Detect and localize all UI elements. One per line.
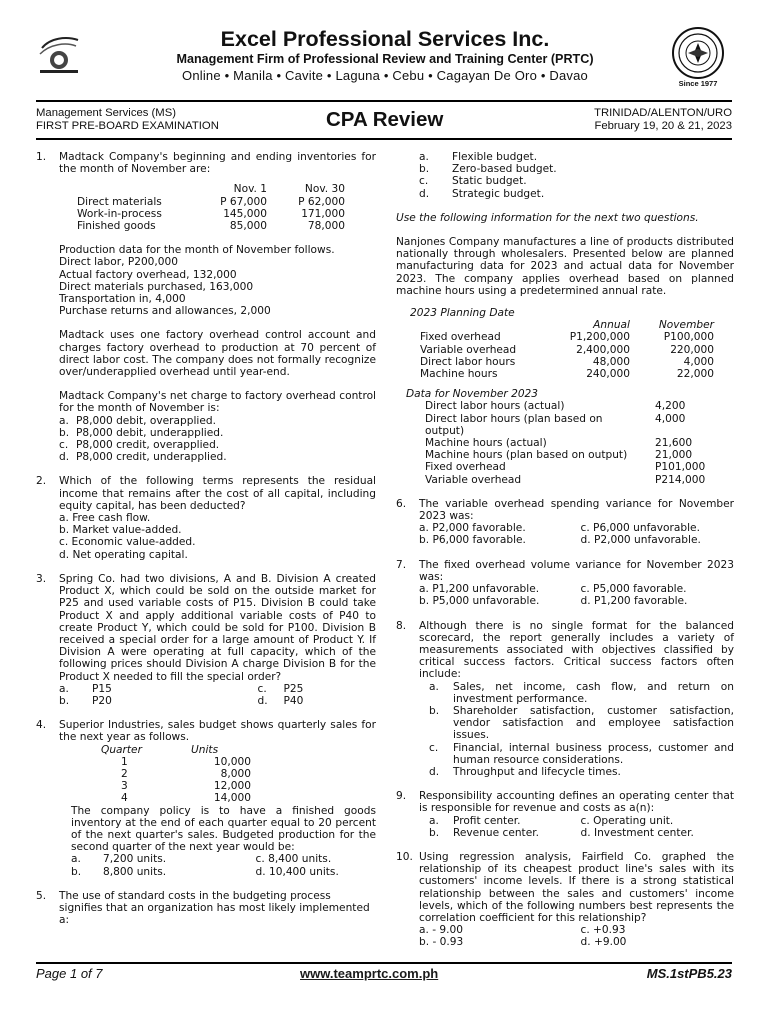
table-cell: 21,600 [655, 437, 693, 450]
answer-option: a. P2,000 favorable. [419, 522, 526, 535]
answer-option: a. Profit center. [429, 814, 521, 827]
table-cell: Machine hours (plan based on output) [425, 449, 628, 462]
answer-option: c. Operating unit. [580, 814, 674, 827]
table-cell: 22,000 [676, 368, 714, 381]
table-cell: 3 [121, 780, 128, 793]
table-cell: Machine hours [420, 368, 498, 381]
company-locations: Online • Manila • Cavite • Laguna • Cebu • Cagayan De Oro • Davao [182, 68, 588, 83]
header-rule-bottom [36, 138, 732, 140]
table-cell: 78,000 [307, 220, 345, 233]
data-line: Production data for the month of November follows. [59, 244, 335, 257]
table-cell: 240,000 [586, 368, 630, 381]
exam-date: February 19, 20 & 21, 2023 [594, 119, 732, 132]
table-row [420, 356, 714, 368]
question-text: The fixed overhead volume variance for November 2023 was: [419, 558, 734, 583]
table-cell: 4,000 [655, 412, 686, 425]
question-4 [36, 719, 376, 878]
question-text: Although there is no single format for the balanced scorecard, the report generally includes a variety of measurements associated with objectives classified by critical success factors. Critical success factors often include: [419, 619, 734, 681]
inventory-table [77, 183, 345, 232]
answer-option: d. P1,200 favorable. [580, 595, 688, 608]
page-header [0, 0, 768, 100]
table-row [77, 196, 345, 208]
planning-table-title: 2023 Planning Date [410, 307, 515, 320]
answer-option: a. - 9.00 [419, 924, 464, 937]
table-cell: 85,000 [229, 220, 267, 233]
question-paragraph: Madtack Company's net charge to factory overhead control for the month of November is: [59, 390, 376, 415]
answer-option: d. +9.00 [580, 936, 627, 949]
answer-option: d. Throughput and lifecycle times. [429, 765, 621, 778]
answer-options [419, 827, 734, 839]
question-text: Spring Co. had two divisions, A and B. Division A created Product X, which could be sold on the outside market for P25 and used variable costs of P15. Division B could take Product X and apply additional variable costs of P40 to create Product Y, which could be sold for P100. Division B received a special order for a large amount of Product Y. If Division A were operating at full capacity, which of the following prices should Division A charge Division B for the Product X needed to fill the special order? [59, 572, 376, 683]
table-header-cell: Nov. 1 [233, 183, 267, 196]
table-header-cell: November [658, 319, 714, 332]
question-text: The use of standard costs in the budgeting process signifies that an organization has most likely implemented a: [59, 889, 370, 927]
table-cell: P 62,000 [298, 195, 345, 208]
table-header-cell: Units [191, 743, 219, 756]
answer-option: c. Financial, internal business process, customer and human resource considerations. [429, 741, 734, 766]
answer-option: b. 8,800 units. [71, 865, 167, 878]
table-cell: 12,000 [213, 780, 251, 793]
data-line: Direct labor, P200,000 [59, 256, 179, 269]
answer-options [419, 936, 734, 948]
question-text: Madtack Company's beginning and ending inventories for the month of November are: [59, 151, 376, 176]
answer-option: a. P8,000 debit, overapplied. [59, 414, 216, 427]
question-number: 8. [396, 619, 407, 632]
production-data [59, 244, 376, 317]
answer-option: c. Economic value-added. [59, 536, 196, 549]
answer-options [419, 924, 734, 936]
answer-option: c. P25 [257, 682, 304, 695]
table-row [101, 780, 251, 792]
table-cell: Work-in-process [77, 207, 162, 220]
table-cell: 10,000 [213, 755, 251, 768]
answer-option: d. 10,400 units. [255, 865, 339, 878]
question-text: Using regression analysis, Fairfield Co. graphed the relationship of its cheapest product line's sales with its customers' income levels. If there is a strong statistical relationship between the sales and customers' income levels, which of the following numbers best represents the correlation coefficient for this relationship? [419, 850, 734, 924]
table-cell: P100,000 [663, 331, 714, 344]
answer-options [419, 583, 734, 595]
answer-option: b. Revenue center. [429, 826, 539, 839]
table-cell: Direct labor hours (plan based on output) [425, 412, 603, 437]
header-rule-top [36, 100, 732, 102]
table-cell: 48,000 [592, 355, 630, 368]
table-cell: Direct labor hours (actual) [425, 400, 565, 413]
instruction-text: Use the following information for the next two questions. [396, 211, 699, 224]
data-line: Direct materials purchased, 163,000 [59, 280, 254, 293]
answer-option: a. 7,200 units. [71, 853, 167, 866]
table-cell: Direct materials [77, 195, 162, 208]
question-number: 4. [36, 719, 47, 732]
table-header-row [77, 183, 345, 195]
left-column [36, 151, 376, 926]
table-cell: P 67,000 [220, 195, 267, 208]
answer-option: c. P6,000 unfavorable. [580, 522, 700, 535]
website-link[interactable]: www.teamprtc.com.ph [300, 966, 439, 981]
answer-option: b. P6,000 favorable. [419, 534, 526, 547]
question-number: 9. [396, 790, 407, 803]
question-paragraph: The company policy is to have a finished goods inventory at the end of each quarter equal to 20 percent of the next quarter's sales. Budgeted production for the second quarter of the next year would be: [71, 804, 376, 854]
excel-logo-icon [36, 28, 82, 76]
table-cell: 4 [121, 792, 128, 805]
table-header-cell: Annual [593, 319, 630, 332]
answer-option: d. P2,000 unfavorable. [580, 534, 701, 547]
table-row [420, 368, 714, 380]
table-row [420, 331, 714, 343]
table-cell: 2 [121, 767, 128, 780]
table-row [77, 220, 345, 232]
answer-option: c. P8,000 credit, overapplied. [59, 439, 220, 452]
brand-block [110, 27, 660, 84]
answer-options [59, 866, 376, 878]
since-label: Since 1977 [678, 79, 718, 88]
table-row [101, 768, 251, 780]
table-header-cell: Nov. 30 [304, 183, 345, 196]
answer-option: b. P8,000 debit, underapplied. [59, 426, 224, 439]
subject-label: Management Services (MS) [36, 107, 177, 119]
question-number: 3. [36, 572, 47, 585]
answer-option: d. Investment center. [580, 826, 694, 839]
answer-option: b. Zero-based budget. [419, 163, 557, 176]
question-number: 7. [396, 558, 407, 571]
company-name: Excel Professional Services Inc. [220, 27, 550, 51]
question-9 [396, 790, 734, 839]
table-row [425, 400, 705, 412]
table-cell: P1,200,000 [569, 331, 630, 344]
question-5-options [396, 151, 734, 200]
table-row [425, 449, 705, 461]
exam-info-left [36, 107, 219, 132]
question-7 [396, 559, 734, 608]
table-cell: 21,000 [655, 449, 693, 462]
table-cell: Variable overhead [420, 343, 517, 356]
answer-option: a. P1,200 unfavorable. [419, 583, 540, 596]
question-text: Which of the following terms represents the residual income that remains after the cost of all capital, including equity capital, has been deducted? [59, 475, 376, 512]
answer-option: c. P5,000 favorable. [580, 583, 687, 596]
question-paragraph: Madtack uses one factory overhead control account and charges factory overhead to production at 70 percent of direct labor cost. The company does not formally recognize over/underapplied overhead until year-end. [59, 329, 376, 379]
table-row [101, 792, 251, 804]
table-cell: 2,400,000 [576, 343, 630, 356]
table-cell: 14,000 [213, 792, 251, 805]
question-1 [36, 151, 376, 463]
table-row [77, 208, 345, 220]
question-text: Superior Industries, sales budget shows quarterly sales for the next year as follows. [59, 719, 376, 744]
answer-option: c. 8,400 units. [255, 853, 332, 866]
data-line: Actual factory overhead, 132,000 [59, 268, 237, 281]
table-cell: P214,000 [655, 473, 706, 486]
answer-options [419, 815, 734, 827]
table-row [101, 756, 251, 768]
question-number: 10. [396, 850, 413, 863]
november-table-title: Data for November 2023 [406, 388, 539, 401]
table-row [425, 413, 705, 437]
table-header-row [420, 319, 714, 331]
table-cell: 8,000 [220, 767, 251, 780]
question-8 [396, 620, 734, 779]
answer-option: b. P20 [59, 694, 112, 707]
company-subtitle: Management Firm of Professional Review and Training Center (PRTC) [176, 52, 594, 66]
table-cell: 4,200 [655, 400, 686, 413]
footer-rule [36, 962, 732, 964]
exam-label: FIRST PRE-BOARD EXAMINATION [36, 119, 219, 132]
answer-option: b. P5,000 unfavorable. [419, 595, 540, 608]
answer-option: a. Sales, net income, cash flow, and return on investment performance. [429, 680, 734, 705]
table-cell: P101,000 [655, 461, 706, 474]
planning-table [420, 319, 714, 380]
table-cell: Fixed overhead [425, 461, 506, 474]
answer-options [419, 534, 734, 546]
table-cell: 145,000 [223, 207, 267, 220]
question-3 [36, 573, 376, 707]
data-line: Purchase returns and allowances, 2,000 [59, 305, 271, 318]
answer-options [59, 683, 376, 695]
table-cell: 171,000 [301, 207, 345, 220]
question-number: 1. [36, 151, 47, 163]
table-cell: Direct labor hours [420, 355, 516, 368]
question-text: Responsibility accounting defines an operating center that is responsible for revenue and costs as a(n): [419, 790, 734, 815]
document-code: MS.1stPB5.23 [646, 966, 732, 981]
exam-info-right [594, 107, 732, 132]
table-cell: Variable overhead [425, 473, 522, 486]
table-cell: Fixed overhead [420, 331, 501, 344]
question-10 [396, 851, 734, 949]
table-cell: Machine hours (actual) [425, 437, 547, 450]
table-cell: Finished goods [77, 220, 156, 233]
answer-option: b. Market value-added. [59, 524, 182, 537]
answer-options [419, 522, 734, 534]
right-column [396, 151, 734, 949]
table-cell: 4,000 [683, 355, 714, 368]
answer-option: b. - 0.93 [419, 936, 464, 949]
answer-option: c. Static budget. [419, 175, 527, 188]
table-row [420, 344, 714, 356]
answer-option: a. Flexible budget. [419, 151, 538, 163]
answer-options [419, 595, 734, 607]
question-text: The variable overhead spending variance for November 2023 was: [419, 497, 734, 523]
answer-options [59, 853, 376, 865]
authors-label: TRINIDAD/ALENTON/URO [594, 107, 732, 119]
answer-option: a. Free cash flow. [59, 512, 151, 525]
table-row [425, 461, 705, 473]
november-table [425, 400, 705, 485]
answer-option: d. Strategic budget. [419, 187, 545, 200]
cpa-review-title: CPA Review [326, 108, 444, 131]
table-header-cell: Quarter [101, 743, 142, 756]
question-5 [36, 890, 376, 927]
answer-option: d. P8,000 credit, underapplied. [59, 451, 227, 464]
question-number: 6. [396, 497, 407, 510]
table-cell: 1 [121, 755, 128, 768]
table-cell: 220,000 [670, 343, 714, 356]
question-2 [36, 475, 376, 560]
question-number: 2. [36, 475, 47, 488]
question-number: 5. [36, 889, 47, 902]
table-header-row [101, 744, 251, 756]
table-row [425, 474, 705, 486]
sales-budget-table [101, 744, 251, 805]
answer-option: b. Shareholder satisfaction, customer satisfaction, vendor satisfaction and employee satisfaction issues. [429, 704, 734, 742]
table-row [425, 437, 705, 449]
answer-option: d. P40 [257, 694, 304, 707]
page-number: Page 1 of 7 [36, 966, 103, 981]
exam-header [36, 107, 732, 137]
answer-option: a. P15 [59, 682, 112, 695]
answer-option: c. +0.93 [580, 924, 626, 937]
answer-options [59, 695, 376, 707]
data-line: Transportation in, 4,000 [59, 293, 186, 306]
case-paragraph: Nanjones Company manufactures a line of products distributed nationally through wholesalers. Presented below are planned manufacturing data for 2023 and actual data for November 2023. The company applies overhead based on planned machine hours using a predetermined annual rate. [396, 236, 734, 297]
answer-option: d. Net operating capital. [59, 548, 188, 561]
question-6 [396, 498, 734, 547]
